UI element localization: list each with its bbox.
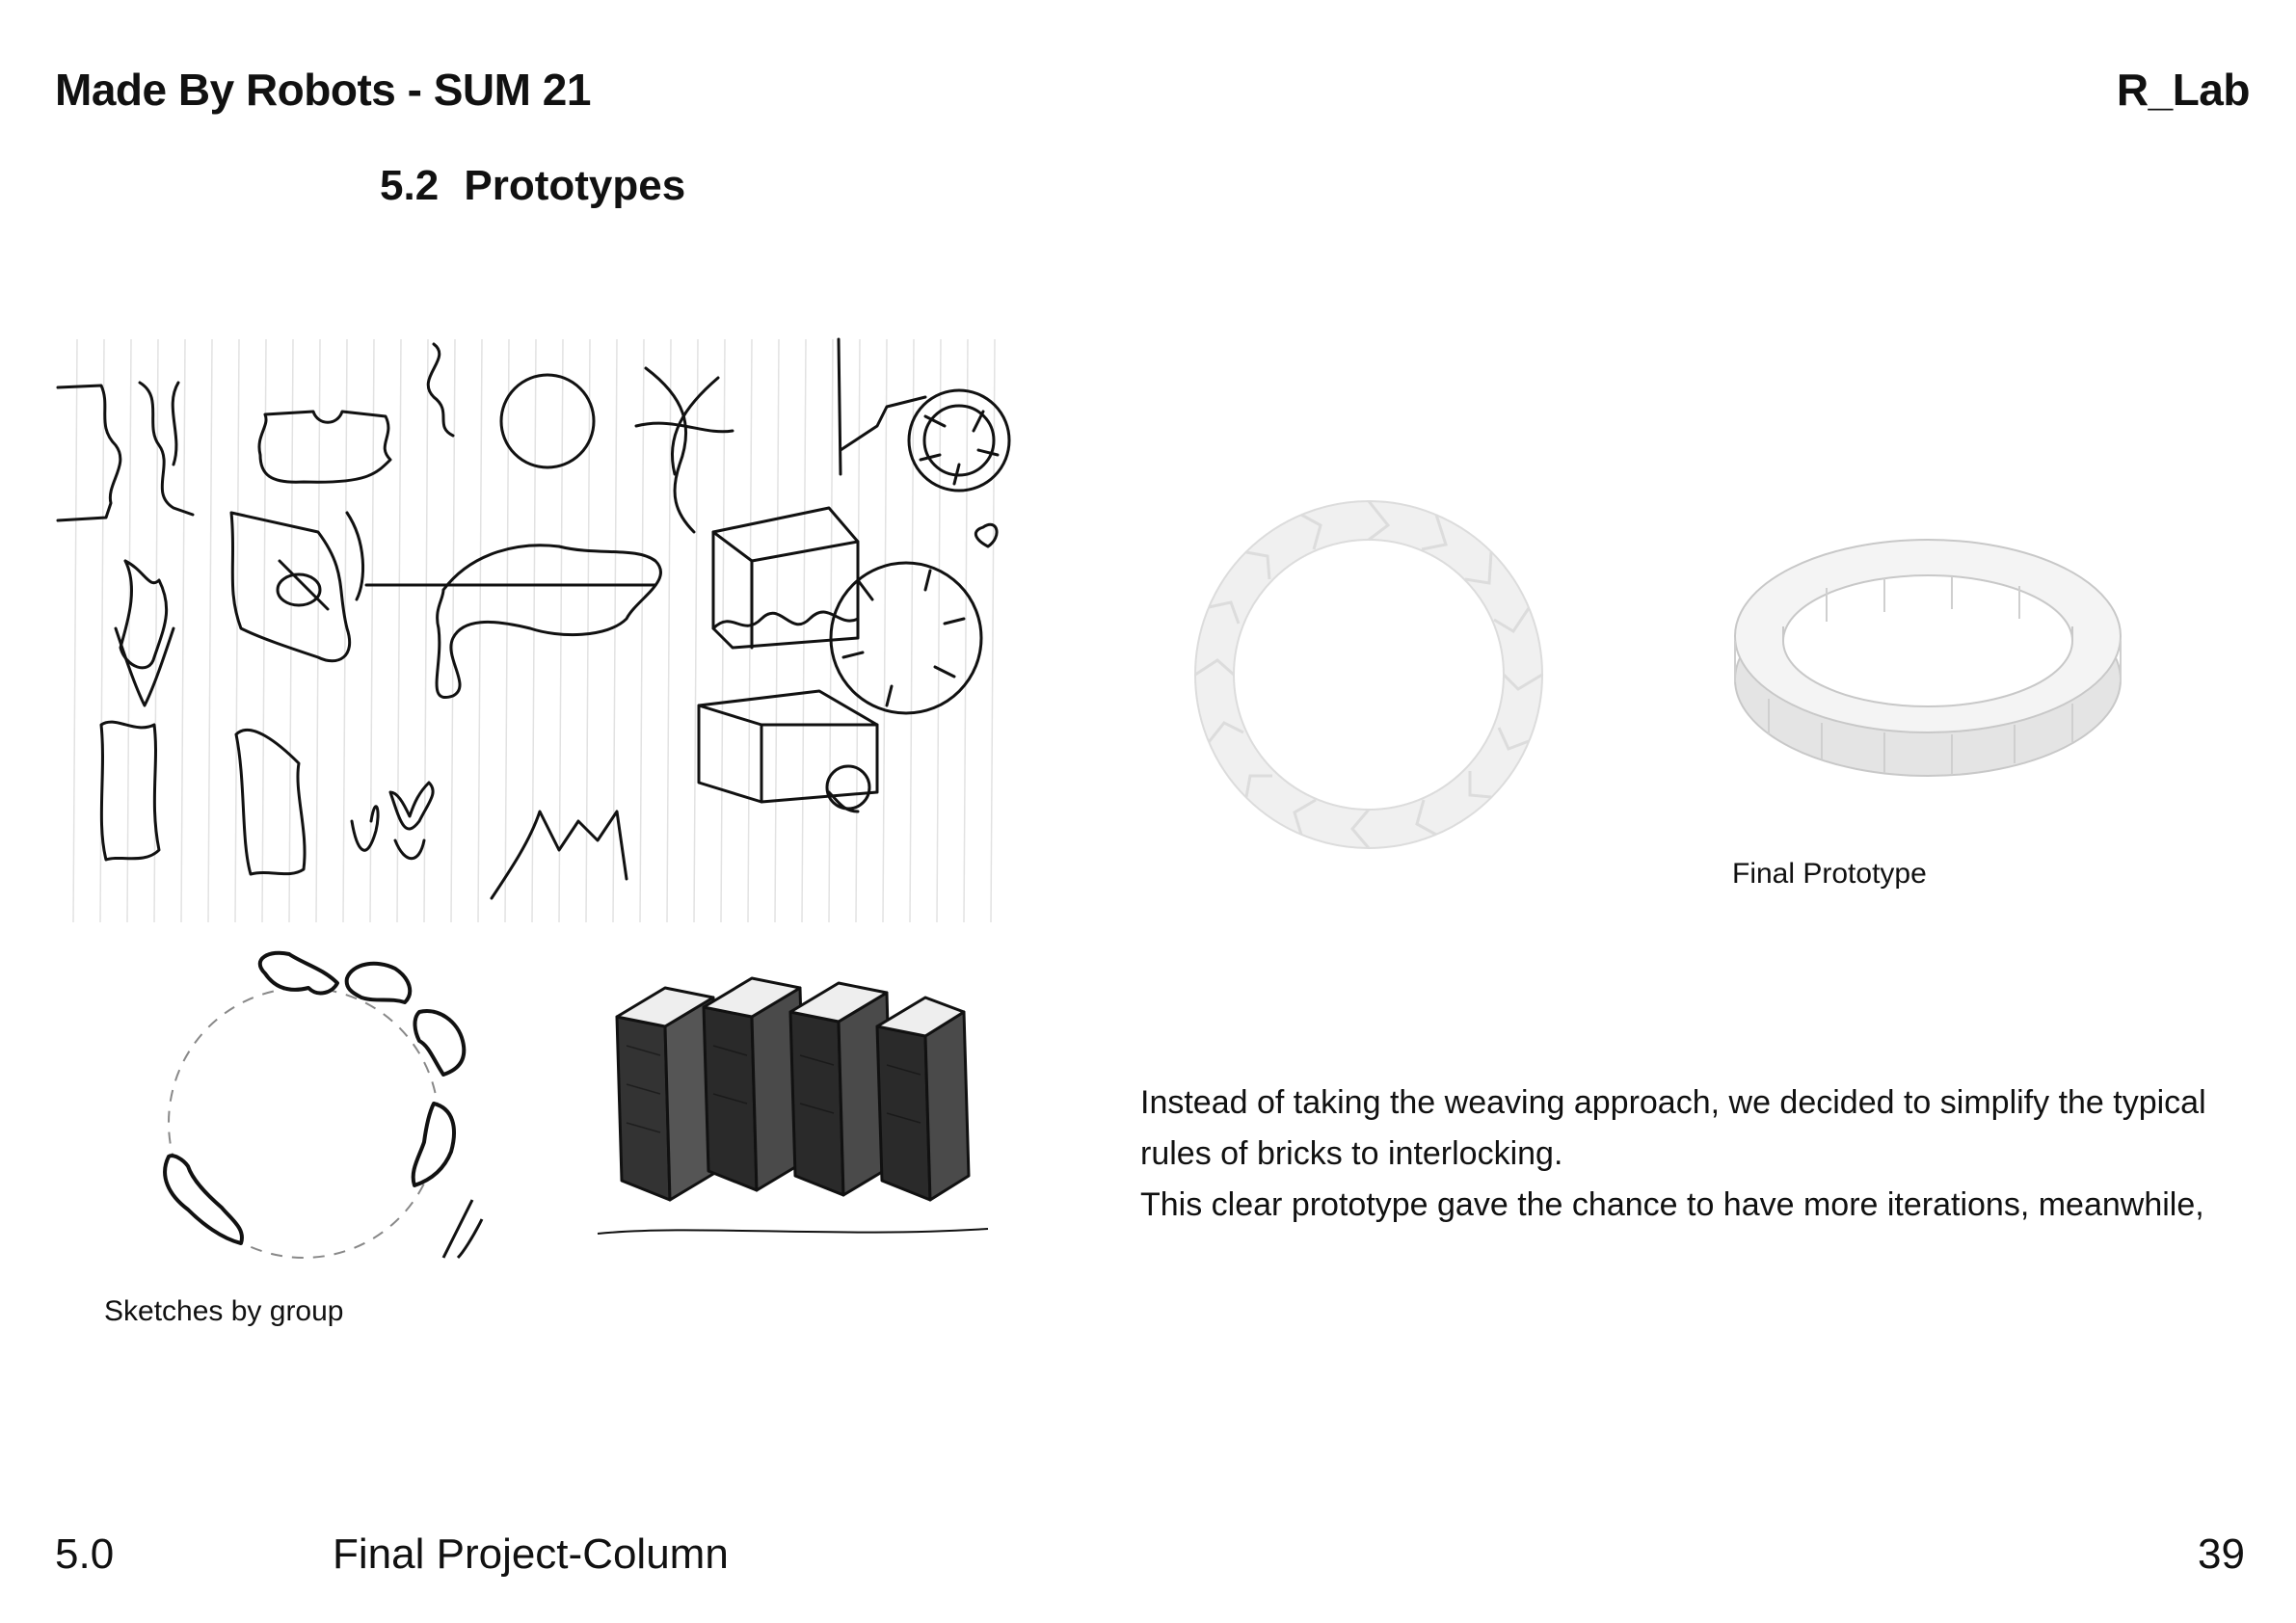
section-number: 5.2	[380, 162, 440, 209]
notebook-sketch	[58, 339, 1012, 922]
description-line: Instead of taking the weaving approach, we decided to simplify the typical	[1140, 1084, 2206, 1121]
description	[1140, 1078, 2206, 1231]
chapter-number: 5.0	[55, 1530, 115, 1578]
page-number: 39	[2198, 1530, 2245, 1578]
section-heading	[380, 162, 685, 210]
interlocking-bricks-sketch	[598, 969, 988, 1248]
sketches-caption: Sketches by group	[104, 1295, 344, 1327]
project-title: Made By Robots - SUM 21	[55, 65, 591, 115]
prototype-3d-view	[1730, 511, 2125, 781]
chapter-title: Final Project-Column	[333, 1530, 729, 1578]
description-line: rules of bricks to interlocking.	[1140, 1135, 1563, 1172]
final-prototype-caption: Final Prototype	[1732, 858, 1927, 890]
prototype-top-view	[1181, 487, 1557, 863]
section-title: Prototypes	[464, 162, 686, 209]
lab-name: R_Lab	[2116, 65, 2250, 115]
ring-pieces-sketch	[145, 949, 482, 1258]
description-line: This clear prototype gave the chance to have more iterations, meanwhile,	[1140, 1186, 2204, 1223]
